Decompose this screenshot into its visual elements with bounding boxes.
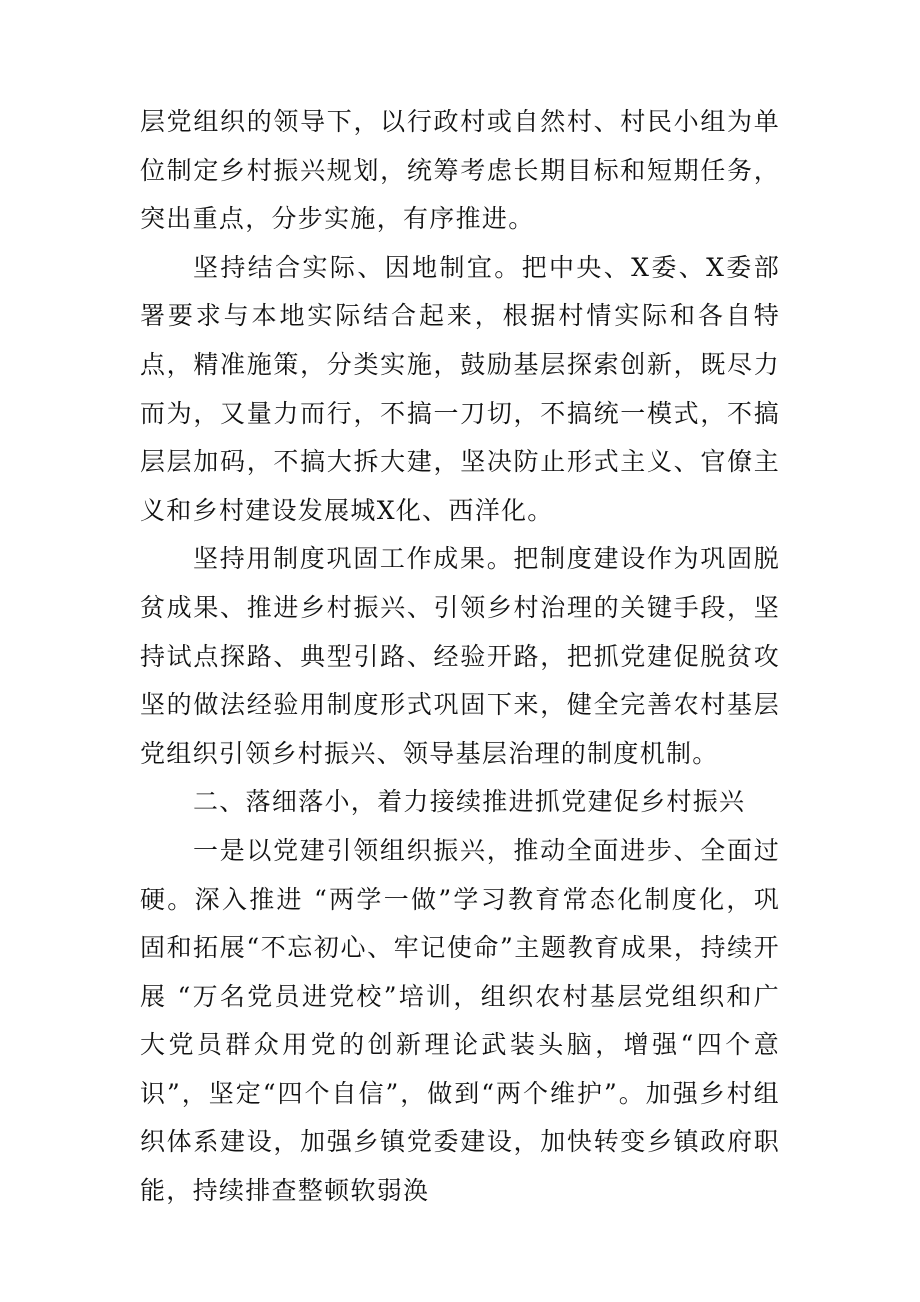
paragraph-institutional-consolidation: 坚持用制度巩固工作成果。把制度建设作为巩固脱贫成果、推进乡村振兴、引领乡村治理的关键手段，坚持试点探路、典型引路、经验开路，把抓党建促脱贫攻坚的做法经验用制度形式巩固下来，健全完善农村基层党组织引领乡村振兴、领导基层治理的制度机制。: [140, 544, 780, 768]
paragraph-continued-planning: 层党组织的领导下，以行政村或自然村、村民小组为单位制定乡村振兴规划，统筹考虑长期目标和短期任务，突出重点，分步实施，有序推进。: [140, 107, 780, 234]
paragraph-organizational-revitalization: 一是以党建引领组织振兴，推动全面进步、全面过硬。深入推进 “两学一做”学习教育常态化制度化，巩固和拓展“不忘初心、牢记使命”主题教育成果，持续开展 “万名党员进党校”培训，组织农村基层党组织和广大党员群众用党的创新理论武装头脑，增强“四个意识”，坚定“四个自信”，做到“两个维护”。加强乡村组织体系建设，加强乡镇党委建设，加快转变乡镇政府职能，持续排查整顿软弱涣: [140, 835, 780, 1206]
section-heading-two: 二、落细落小，着力接续推进抓党建促乡村振兴: [193, 787, 746, 817]
document-page: [140, 98, 780, 1216]
paragraph-local-conditions: 坚持结合实际、因地制宜。把中央、X委、X委部署要求与本地实际结合起来，根据村情实际和各自特点，精准施策，分类实施，鼓励基层探索创新，既尽力而为，又量力而行，不搞一刀切，不搞统一模式，不搞层层加码，不搞大拆大建，坚决防止形式主义、官僚主义和乡村建设发展城X化、西洋化。: [140, 252, 780, 525]
